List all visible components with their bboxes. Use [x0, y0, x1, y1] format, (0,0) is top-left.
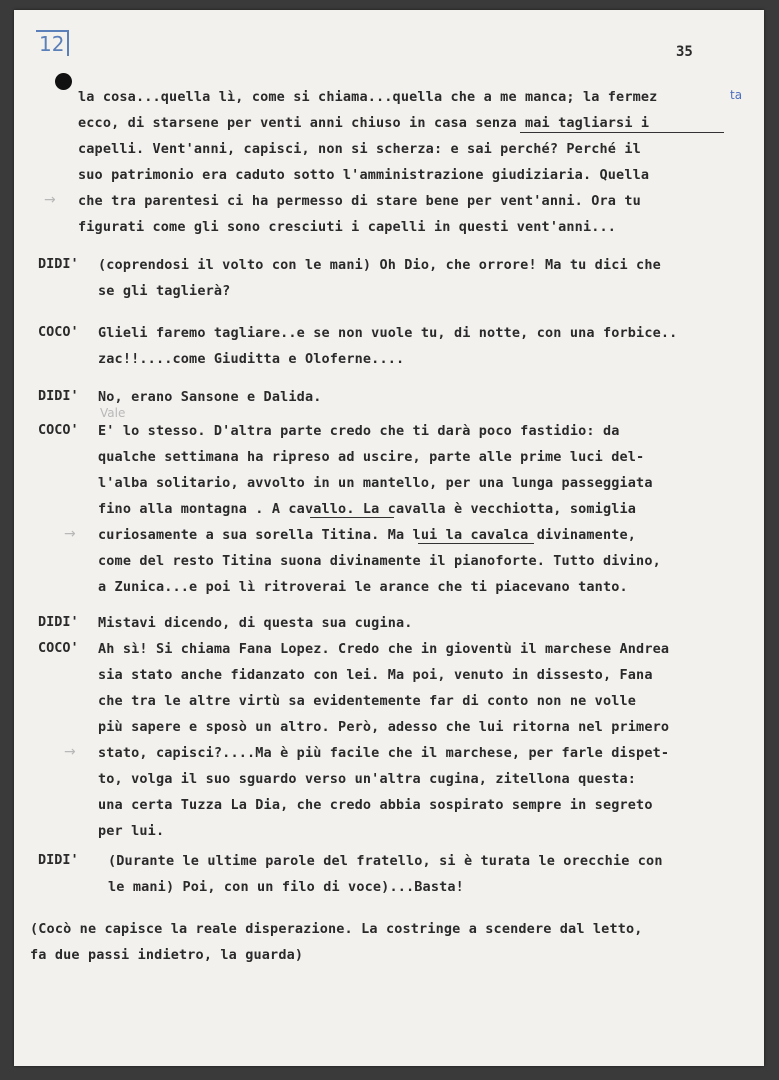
dialogue-line: zac!!....come Giuditta e Oloferne....: [98, 351, 405, 367]
dialogue-line: sia stato anche fidanzato con lei. Ma poi, venuto in dissesto, Fana: [98, 667, 653, 683]
dialogue-line: per lui.: [98, 823, 165, 839]
dialogue-line: fino alla montagna . A cavallo. La cavalla è vecchiotta, somiglia: [98, 501, 637, 517]
intro-line: la cosa...quella lì, come si chiama...quella che a me manca; la fermez: [78, 89, 658, 105]
stage-direction-line: (Cocò ne capisce la reale disperazione. La costringe a scendere dal letto,: [30, 921, 643, 937]
intro-line: ecco, di starsene per venti anni chiuso in casa senza mai tagliarsi i: [78, 115, 650, 131]
intro-line: suo patrimonio era caduto sotto l'amministrazione giudiziaria. Quella: [78, 167, 650, 183]
intro-line: figurati come gli sono cresciuti i capelli in questi vent'anni...: [78, 219, 617, 235]
dialogue-line: Glieli faremo tagliare..e se non vuole tu, di notte, con una forbice..: [98, 325, 678, 341]
speaker-label: DIDI': [38, 614, 79, 630]
speaker-label: DIDI': [38, 256, 79, 272]
page-number: 35: [676, 44, 693, 60]
dialogue-line: (coprendosi il volto con le mani) Oh Dio, che orrore! Ma tu dici che: [98, 257, 661, 273]
dialogue-line: le mani) Poi, con un filo di voce)...Basta!: [108, 879, 464, 895]
dialogue-line: una certa Tuzza La Dia, che credo abbia sospirato sempre in segreto: [98, 797, 653, 813]
dialogue-line: E' lo stesso. D'altra parte credo che ti darà poco fastidio: da: [98, 423, 620, 439]
margin-arrow-icon: →: [64, 744, 76, 760]
margin-arrow-icon: →: [64, 526, 76, 542]
dialogue-line: se gli taglierà?: [98, 283, 231, 299]
dialogue-line: curiosamente a sua sorella Titina. Ma lui la cavalca divinamente,: [98, 527, 637, 543]
margin-note: Vale: [100, 406, 126, 420]
dialogue-line: No, erano Sansone e Dalida.: [98, 389, 322, 405]
handwritten-underline: [418, 543, 534, 544]
speaker-label: COCO': [38, 422, 79, 438]
speaker-label: DIDI': [38, 388, 79, 404]
dialogue-line: Mistavi dicendo, di questa sua cugina.: [98, 615, 413, 631]
speaker-label: DIDI': [38, 852, 79, 868]
dialogue-line: che tra le altre virtù sa evidentemente far di conto non ne volle: [98, 693, 637, 709]
stage-direction-line: fa due passi indietro, la guarda): [30, 947, 304, 963]
handwritten-correction: ta: [730, 88, 743, 102]
handwritten-page-annotation: 12: [36, 30, 69, 56]
margin-arrow-icon: →: [44, 192, 56, 208]
dialogue-line: l'alba solitario, avvolto in un mantello, per una lunga passeggiata: [98, 475, 653, 491]
handwritten-underline: [520, 132, 724, 133]
dialogue-line: come del resto Titina suona divinamente il pianoforte. Tutto divino,: [98, 553, 661, 569]
intro-line: capelli. Vent'anni, capisci, non si scherza: e sai perché? Perché il: [78, 141, 641, 157]
dialogue-line: Ah sì! Si chiama Fana Lopez. Credo che in gioventù il marchese Andrea: [98, 641, 670, 657]
dialogue-line: (Durante le ultime parole del fratello, si è turata le orecchie con: [108, 853, 663, 869]
dialogue-line: più sapere e sposò un altro. Però, adesso che lui ritorna nel primero: [98, 719, 670, 735]
typescript-page: [14, 10, 764, 1066]
dialogue-line: to, volga il suo sguardo verso un'altra cugina, zitellona questa:: [98, 771, 637, 787]
dialogue-line: stato, capisci?....Ma è più facile che il marchese, per farle dispet-: [98, 745, 670, 761]
speaker-label: COCO': [38, 324, 79, 340]
dialogue-line: qualche settimana ha ripreso ad uscire, parte alle prime luci del-: [98, 449, 645, 465]
dialogue-line: a Zunica...e poi lì ritroverai le arance che ti piacevano tanto.: [98, 579, 628, 595]
speaker-label: COCO': [38, 640, 79, 656]
intro-line: che tra parentesi ci ha permesso di stare bene per vent'anni. Ora tu: [78, 193, 641, 209]
punch-hole-dot: [55, 73, 72, 90]
handwritten-underline: [310, 517, 394, 518]
